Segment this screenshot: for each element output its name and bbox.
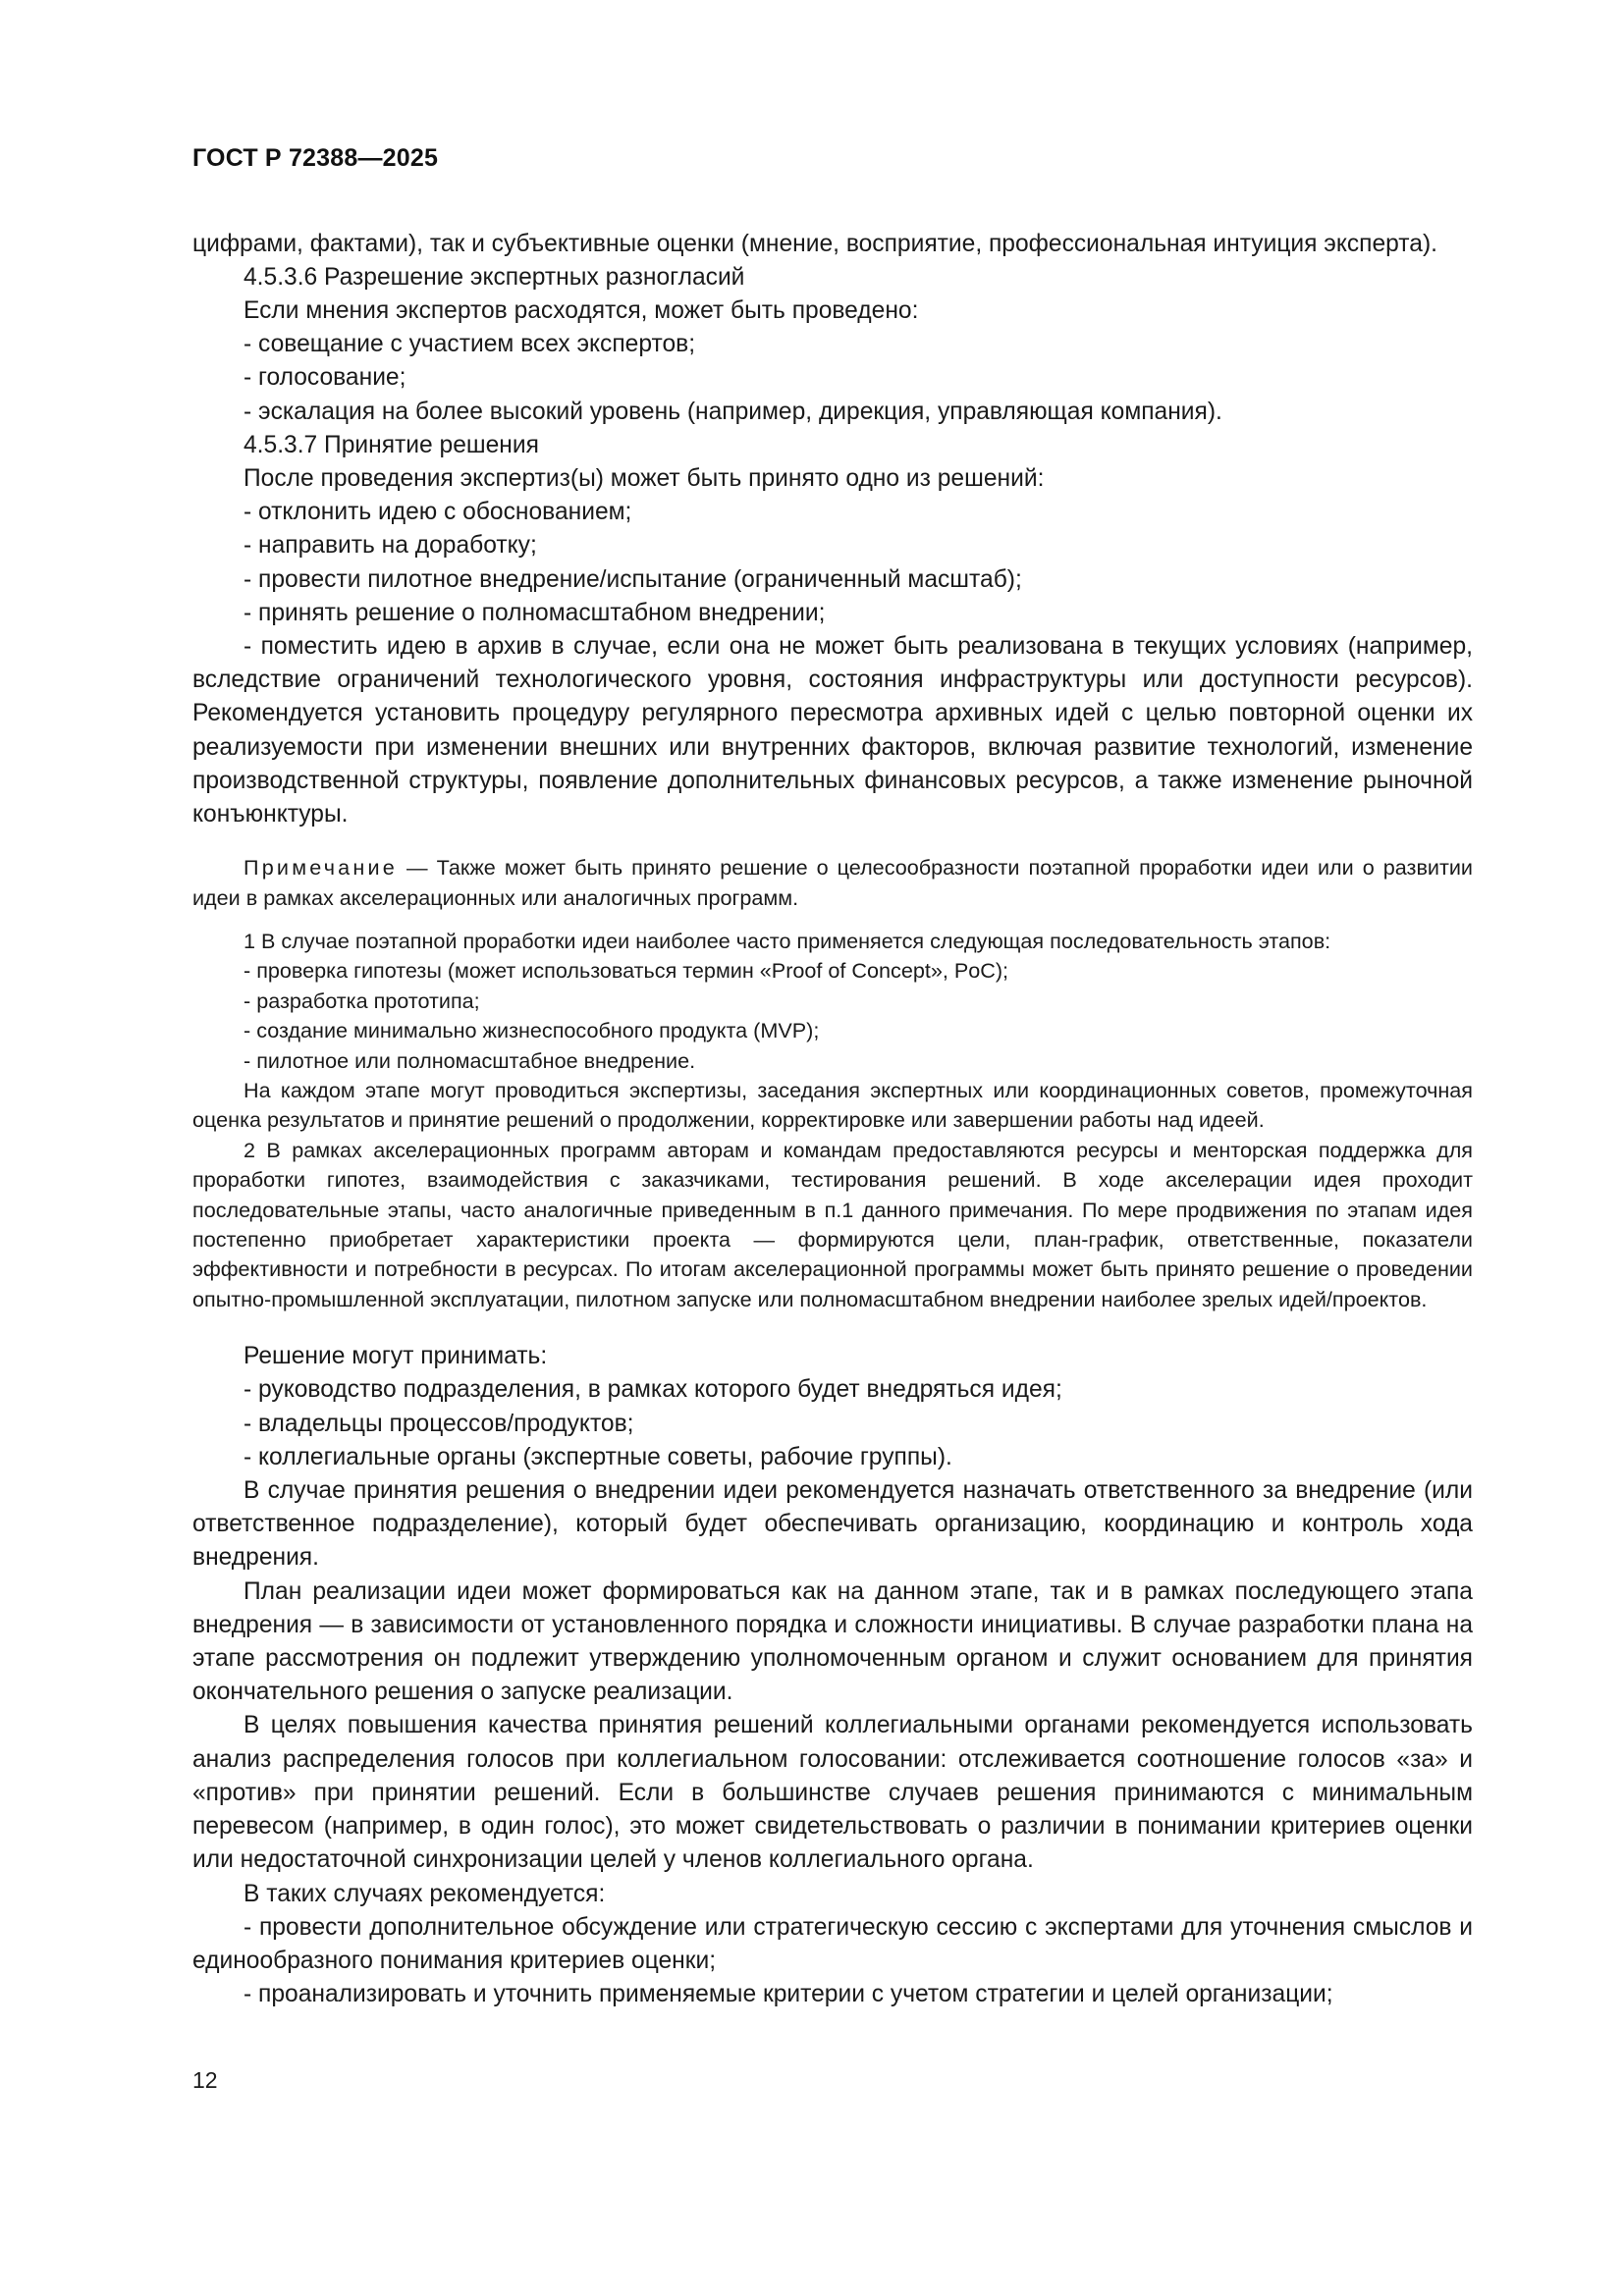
list-item: - совещание с участием всех экспертов;: [244, 331, 696, 358]
recommend-lead: В таких случаях рекомендуется:: [244, 1880, 606, 1907]
archive-paragraph: - поместить идею в архив в случае, если она не может быть реализована в текущих условиях (например, вследствие ограничений технологического уровня, состояния инфраструктуры или доступности ресурсов). Рекомендуется установить процедуру регулярного пересмотра архивных идей с целью повторной оценки их реализуемости при изменении внешних или внутренних факторов, включая развитие технологий, изменение производственной структуры, появление дополнительных финансовых ресурсов, а также изменение рыночной конъюнктуры.: [192, 632, 1473, 828]
recommend-item: - проанализировать и уточнить применяемые критерии с учетом стратегии и целей организации;: [244, 1981, 1333, 2008]
standard-header: ГОСТ Р 72388—2025: [192, 144, 439, 172]
page-number: 12: [192, 2067, 218, 2093]
clause-4-5-3-7-lead: После проведения экспертиз(ы) может быть принято одно из решений:: [244, 464, 1045, 492]
note-label: Примечание: [244, 855, 398, 881]
note-1-lead: 1 В случае поэтапной проработки идеи наиболее часто применяется следующая последовательность этапов:: [244, 928, 1331, 953]
list-item: - отклонить идею с обоснованием;: [244, 499, 632, 526]
plan-paragraph: План реализации идеи может формироваться как на данном этапе, так и в рамках последующего этапа внедрения — в зависимости от установленного порядка и сложности инициативы. В случае разработки плана на этапе рассмотрения он подлежит утверждению уполномоченным органом и служит основанием для принятия окончательного решения о запуске реализации.: [192, 1577, 1473, 1706]
clause-4-5-3-6-title: 4.5.3.6 Разрешение экспертных разногласий: [244, 263, 745, 291]
note-dash: —: [398, 855, 437, 881]
note-1-item: - создание минимально жизнеспособного продукта (MVP);: [244, 1018, 820, 1043]
note-1-item: - пилотное или полномасштабное внедрение.: [244, 1047, 696, 1073]
votes-paragraph: В целях повышения качества принятия решений коллегиальными органами рекомендуется использовать анализ распределения голосов при коллегиальном голосовании: отслеживается соотношение голосов «за» и «против» при принятии решений. Если в большинстве случаев решения принимаются с минимальным перевесом (например, в один голос), это может свидетельствовать о различии в понимании критериев оценки или недостаточной синхронизации целей у членов коллегиального органа.: [192, 1712, 1473, 1874]
decision-lead: Решение могут принимать:: [244, 1343, 548, 1370]
spacer: [192, 913, 1473, 927]
list-item: - владельцы процессов/продуктов;: [244, 1410, 634, 1437]
spacer: [192, 831, 1473, 853]
recommend-item: - провести дополнительное обсуждение или стратегическую сессию с экспертами для уточнения смыслов и единообразного понимания критериев оценки;: [192, 1913, 1473, 1974]
note-1-tail: На каждом этапе могут проводиться экспертизы, заседания экспертных или координационных советов, промежуточная оценка результатов и принятие решений о продолжении, корректировке или завершении работы над идеей.: [192, 1078, 1473, 1133]
responsible-paragraph: В случае принятия решения о внедрении идеи рекомендуется назначать ответственного за внедрение (или ответственное подразделение), который будет обеспечивать организацию, координацию и контроль хода внедрения.: [192, 1477, 1473, 1572]
clause-4-5-3-7-title: 4.5.3.7 Принятие решения: [244, 431, 539, 458]
note-1-item: - разработка прототипа;: [244, 988, 480, 1013]
note-text: Также может быть принято решение о целесообразности поэтапной проработки идеи или о развитии идеи в рамках акселерационных или аналогичных программ.: [192, 855, 1473, 910]
note-2: 2 В рамках акселерационных программ авторам и командам предоставляются ресурсы и менторская поддержка для проработки гипотез, взаимодействия с заказчиками, тестирования решений. В ходе акселерации идея проходит последовательные этапы, часто аналогичные приведенным в п.1 данного примечания. По мере продвижения по этапам идея постепенно приобретает характеристики проекта — формируются цели, план-график, ответственные, показатели эффективности и потребности в ресурсах. По итогам акселерационной программы может быть принято решение о проведении опытно-промышленной эксплуатации, пилотном запуске или полномасштабном внедрении наиболее зрелых идей/проектов.: [192, 1137, 1473, 1311]
list-item: - направить на доработку;: [244, 532, 537, 560]
spacer: [192, 1314, 1473, 1340]
note-block: [192, 853, 1473, 913]
list-item: - провести пилотное внедрение/испытание (ограниченный масштаб);: [244, 565, 1022, 593]
list-item: - руководство подразделения, в рамках которого будет внедряться идея;: [244, 1376, 1062, 1404]
list-item: - голосование;: [244, 364, 406, 392]
paragraph-continued: цифрами, фактами), так и субъективные оценки (мнение, восприятие, профессиональная интуиция эксперта).: [192, 230, 1437, 257]
page-content: [192, 145, 1473, 2011]
list-item: - коллегиальные органы (экспертные советы, рабочие группы).: [244, 1443, 952, 1470]
clause-4-5-3-6-lead: Если мнения экспертов расходятся, может быть проведено:: [244, 296, 919, 324]
note-1-item: - проверка гипотезы (может использоваться термин «Proof of Concept», PoC);: [244, 958, 1009, 984]
list-item: - принять решение о полномасштабном внедрении;: [244, 599, 826, 626]
list-item: - эскалация на более высокий уровень (например, дирекция, управляющая компания).: [244, 398, 1222, 425]
